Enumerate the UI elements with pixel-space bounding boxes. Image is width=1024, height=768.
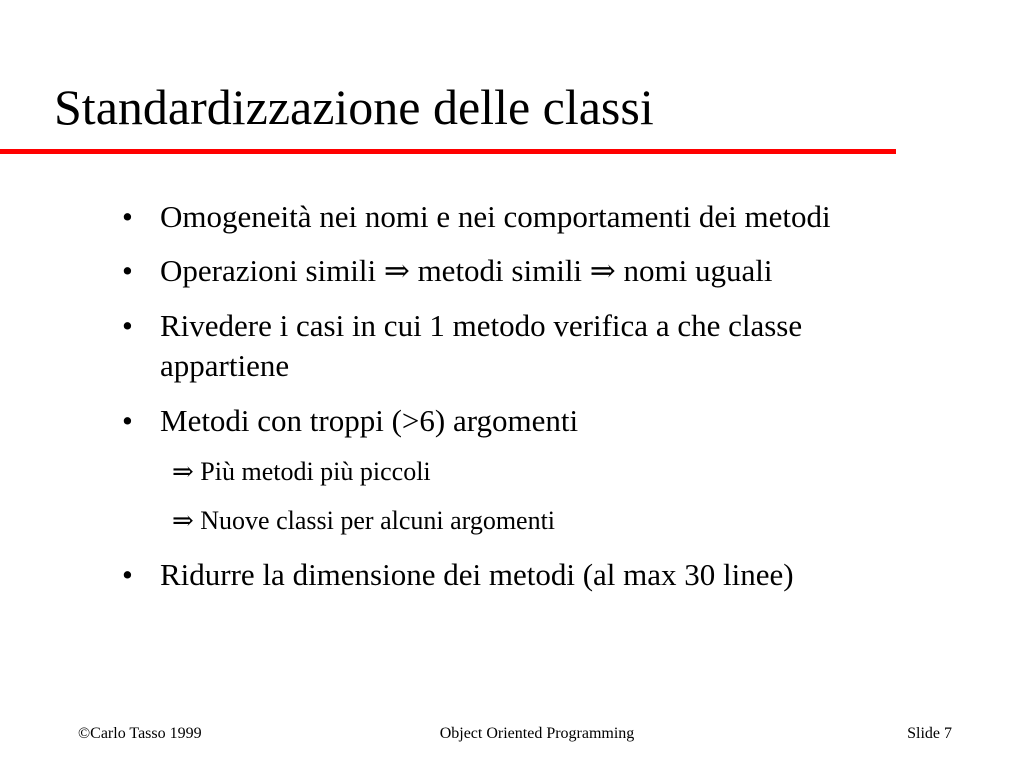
sub-bullet-item: ⇒ Nuove classi per alcuni argomenti [172, 506, 556, 535]
footer-slide-number: Slide 7 [907, 725, 952, 742]
bullet-symbol: • [122, 253, 133, 288]
bullet-symbol: • [122, 199, 133, 234]
sub-bullet-item: ⇒ Più metodi più piccoli [172, 457, 431, 486]
bullet-symbol: • [122, 557, 133, 592]
bullet-text: Omogeneità nei nomi e nei comportamenti dei metodi [160, 199, 831, 234]
slide-title: Standardizzazione delle classi [54, 79, 654, 135]
bullet-text: Rivedere i casi in cui 1 metodo verifica a che classe [160, 308, 803, 343]
bullet-symbol: • [122, 403, 133, 438]
bullet-text: Metodi con troppi (>6) argomenti [160, 403, 579, 438]
bullet-text: Operazioni simili ⇒ metodi simili ⇒ nomi uguali [160, 253, 773, 288]
bullet-text: Ridurre la dimensione dei metodi (al max 30 linee) [160, 557, 794, 592]
bullet-symbol: • [122, 308, 133, 343]
footer-course-title: Object Oriented Programming [439, 725, 635, 742]
footer-copyright: ©Carlo Tasso 1999 [78, 725, 202, 742]
bullet-text-continuation: appartiene [160, 348, 290, 383]
